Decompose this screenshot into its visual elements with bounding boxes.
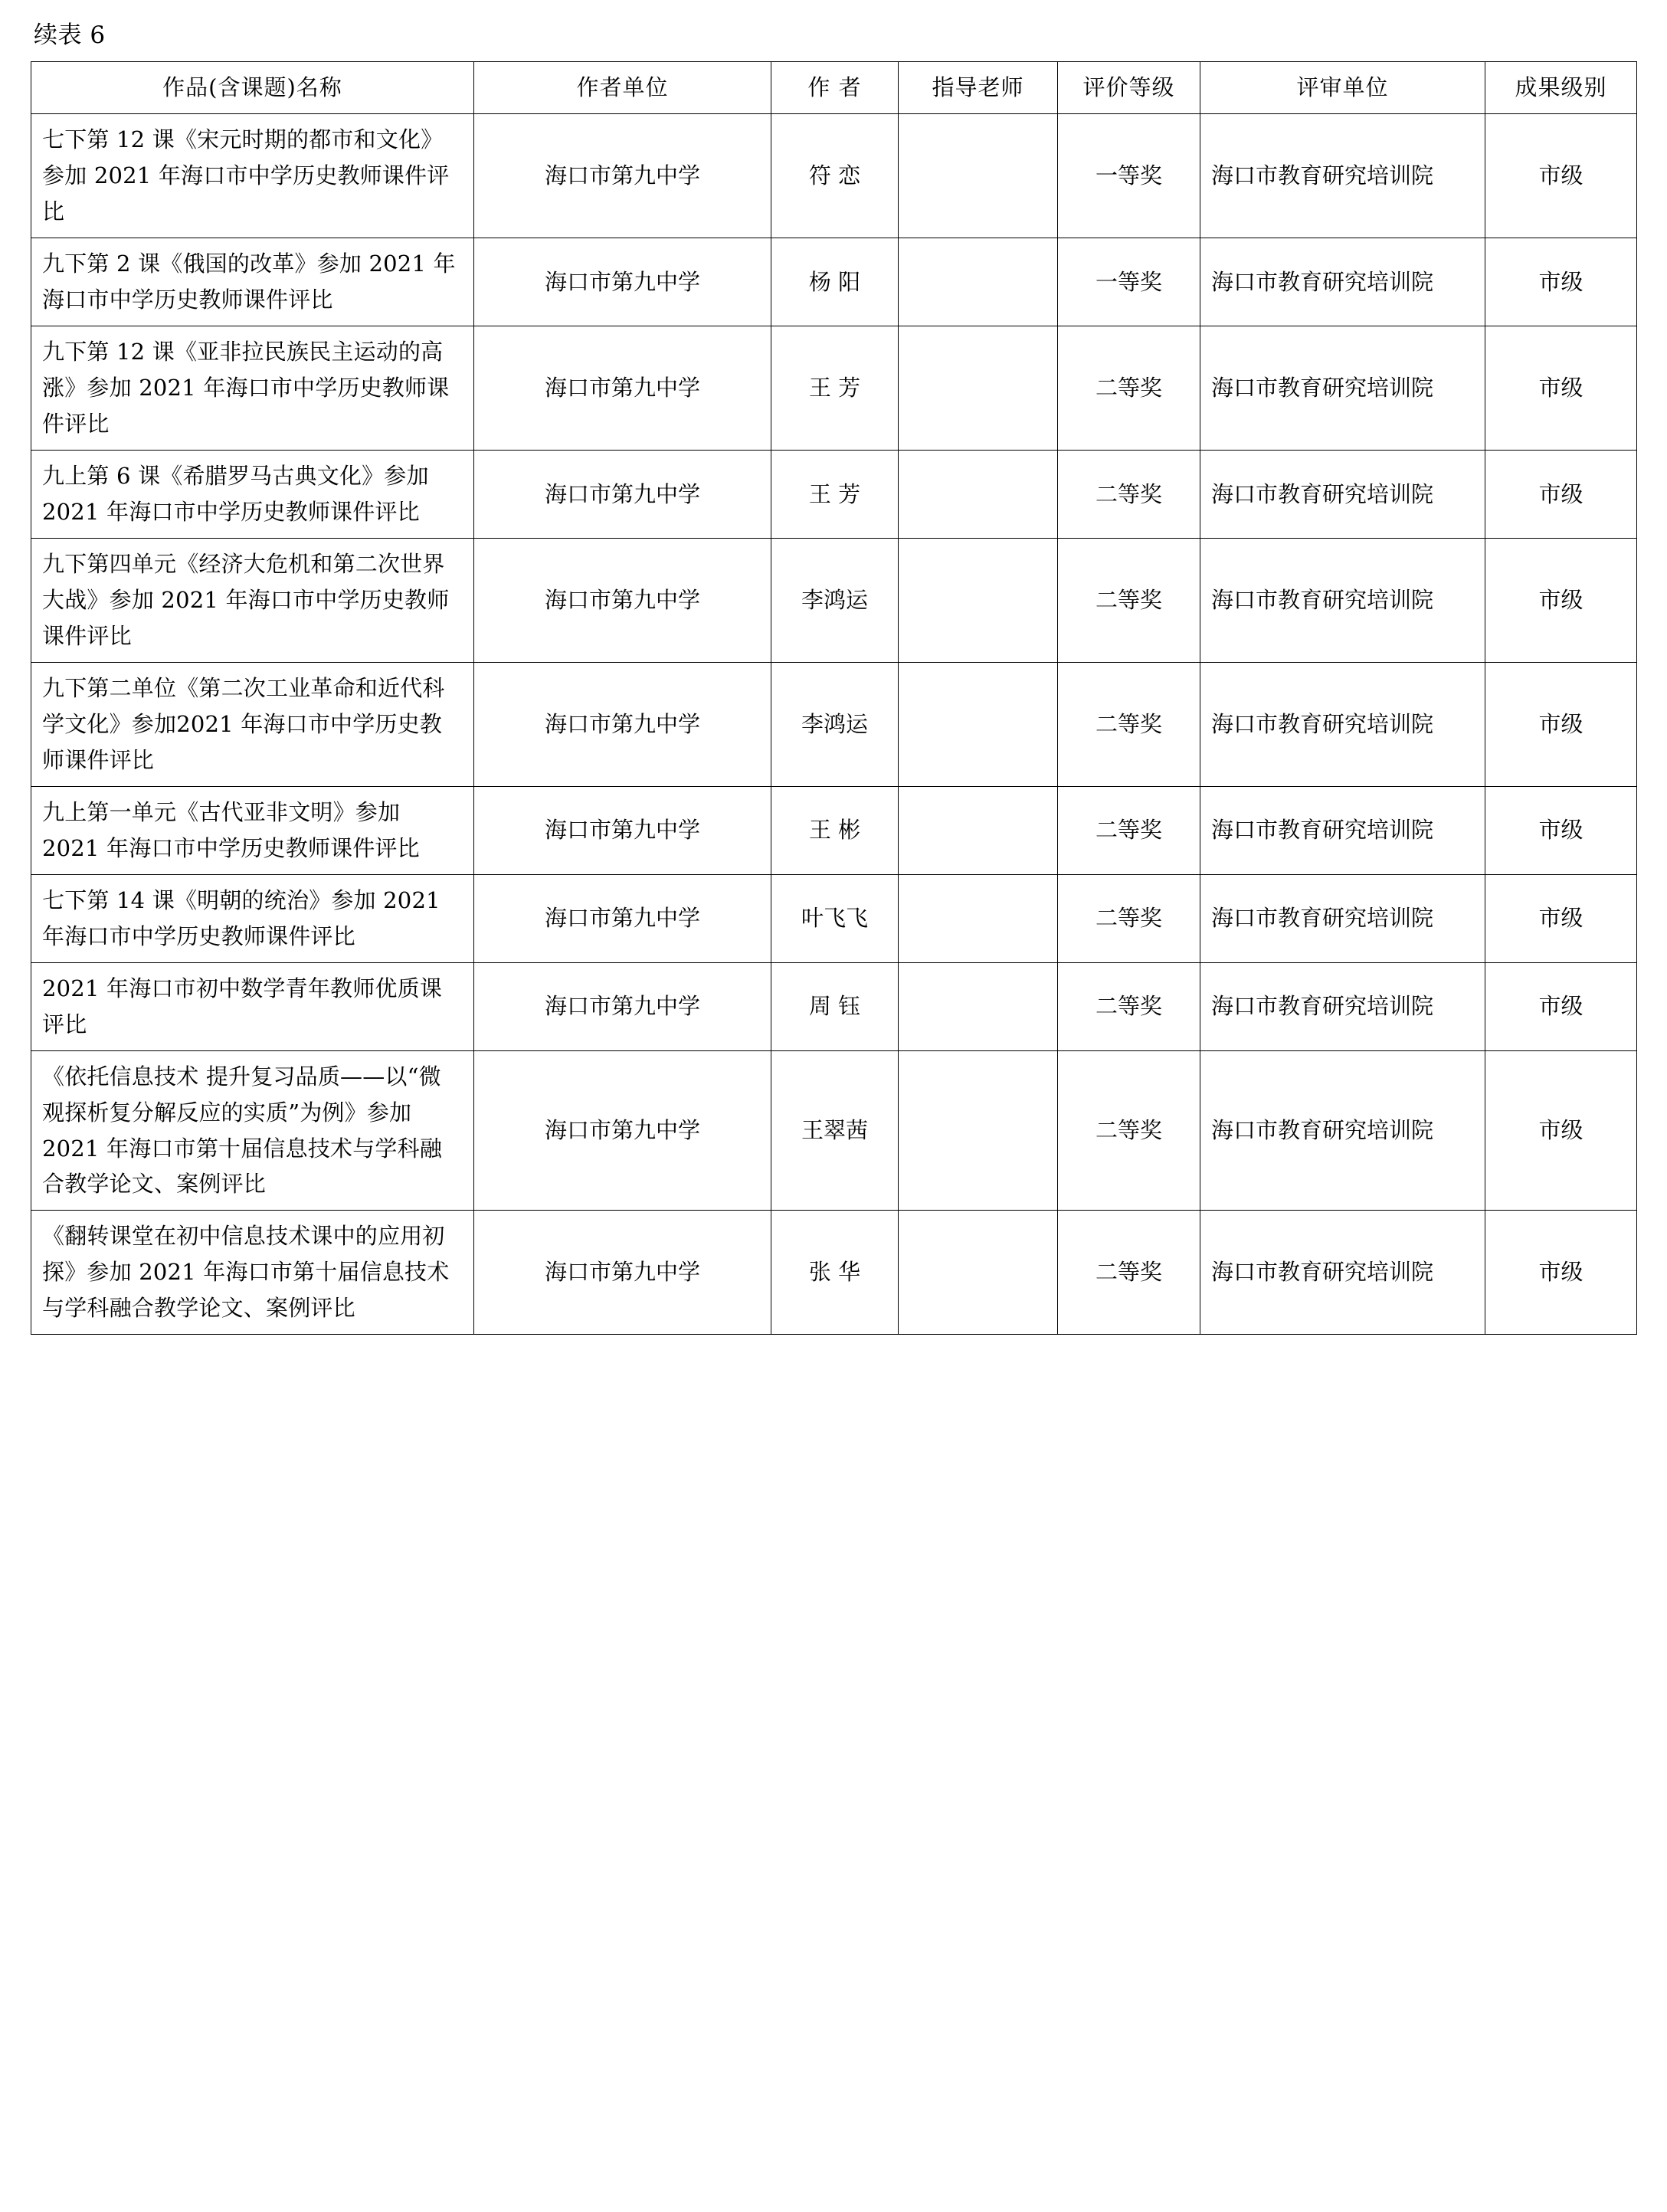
cell-mentor [899,1211,1058,1335]
cell-level: 市级 [1485,786,1637,874]
cell-author: 周 钰 [771,962,899,1050]
cell-level: 市级 [1485,874,1637,962]
cell-mentor [899,786,1058,874]
column-header-author-unit: 作者单位 [474,62,771,114]
table-body [31,114,1637,1335]
column-header-work-name: 作品(含课题)名称 [31,62,474,114]
cell-grade: 二等奖 [1058,786,1200,874]
cell-level: 市级 [1485,962,1637,1050]
table-row [31,538,1637,662]
cell-author: 符 恋 [771,114,899,238]
cell-work-name: 2021 年海口市初中数学青年教师优质课评比 [31,962,474,1050]
table-header-row [31,62,1637,114]
cell-work-name: 九下第二单位《第二次工业革命和近代科学文化》参加2021 年海口市中学历史教师课件评比 [31,662,474,786]
cell-grade: 二等奖 [1058,962,1200,1050]
cell-work-name: 九下第四单元《经济大危机和第二次世界大战》参加 2021 年海口市中学历史教师课件评比 [31,538,474,662]
cell-level: 市级 [1485,238,1637,326]
table-row [31,962,1637,1050]
cell-reviewer: 海口市教育研究培训院 [1200,238,1485,326]
table-row [31,326,1637,451]
cell-author: 王翠茜 [771,1050,899,1211]
cell-reviewer: 海口市教育研究培训院 [1200,326,1485,451]
cell-reviewer: 海口市教育研究培训院 [1200,114,1485,238]
table-row [31,451,1637,539]
achievements-table [31,61,1637,1335]
cell-author-unit: 海口市第九中学 [474,326,771,451]
cell-grade: 二等奖 [1058,662,1200,786]
cell-reviewer: 海口市教育研究培训院 [1200,962,1485,1050]
table-row [31,662,1637,786]
cell-grade: 二等奖 [1058,874,1200,962]
cell-author-unit: 海口市第九中学 [474,238,771,326]
cell-work-name: 七下第 12 课《宋元时期的都市和文化》参加 2021 年海口市中学历史教师课件评比 [31,114,474,238]
cell-author-unit: 海口市第九中学 [474,1050,771,1211]
page-title: 续表 6 [34,21,106,49]
cell-reviewer: 海口市教育研究培训院 [1200,451,1485,539]
cell-level: 市级 [1485,451,1637,539]
cell-author-unit: 海口市第九中学 [474,874,771,962]
cell-grade: 一等奖 [1058,238,1200,326]
table-header [31,62,1637,114]
table-row [31,1211,1637,1335]
cell-reviewer: 海口市教育研究培训院 [1200,1050,1485,1211]
cell-author: 李鸿运 [771,662,899,786]
cell-author-unit: 海口市第九中学 [474,451,771,539]
cell-grade: 一等奖 [1058,114,1200,238]
cell-mentor [899,451,1058,539]
cell-grade: 二等奖 [1058,1050,1200,1211]
cell-grade: 二等奖 [1058,451,1200,539]
table-row [31,1050,1637,1211]
cell-work-name: 九下第 12 课《亚非拉民族民主运动的高涨》参加 2021 年海口市中学历史教师课件评比 [31,326,474,451]
cell-work-name: 九上第 6 课《希腊罗马古典文化》参加 2021 年海口市中学历史教师课件评比 [31,451,474,539]
cell-work-name: 《依托信息技术 提升复习品质——以“微观探析复分解反应的实质”为例》参加 2021 年海口市第十届信息技术与学科融合教学论文、案例评比 [31,1050,474,1211]
column-header-mentor: 指导老师 [899,62,1058,114]
cell-work-name: 七下第 14 课《明朝的统治》参加 2021 年海口市中学历史教师课件评比 [31,874,474,962]
cell-reviewer: 海口市教育研究培训院 [1200,874,1485,962]
cell-reviewer: 海口市教育研究培训院 [1200,538,1485,662]
table-row [31,786,1637,874]
cell-level: 市级 [1485,538,1637,662]
cell-author: 王 彬 [771,786,899,874]
cell-grade: 二等奖 [1058,1211,1200,1335]
cell-mentor [899,1050,1058,1211]
cell-author: 王 芳 [771,326,899,451]
cell-author-unit: 海口市第九中学 [474,114,771,238]
cell-reviewer: 海口市教育研究培训院 [1200,1211,1485,1335]
cell-author-unit: 海口市第九中学 [474,786,771,874]
column-header-level: 成果级别 [1485,62,1637,114]
cell-level: 市级 [1485,662,1637,786]
cell-mentor [899,114,1058,238]
column-header-grade: 评价等级 [1058,62,1200,114]
cell-work-name: 《翻转课堂在初中信息技术课中的应用初探》参加 2021 年海口市第十届信息技术与学科融合教学论文、案例评比 [31,1211,474,1335]
cell-author: 叶飞飞 [771,874,899,962]
cell-author-unit: 海口市第九中学 [474,962,771,1050]
cell-mentor [899,962,1058,1050]
table-row [31,874,1637,962]
table-row [31,114,1637,238]
cell-level: 市级 [1485,114,1637,238]
cell-author-unit: 海口市第九中学 [474,538,771,662]
cell-reviewer: 海口市教育研究培训院 [1200,662,1485,786]
cell-mentor [899,238,1058,326]
cell-author: 王 芳 [771,451,899,539]
cell-work-name: 九下第 2 课《俄国的改革》参加 2021 年海口市中学历史教师课件评比 [31,238,474,326]
cell-mentor [899,538,1058,662]
cell-author-unit: 海口市第九中学 [474,662,771,786]
cell-level: 市级 [1485,326,1637,451]
cell-level: 市级 [1485,1211,1637,1335]
cell-work-name: 九上第一单元《古代亚非文明》参加 2021 年海口市中学历史教师课件评比 [31,786,474,874]
cell-reviewer: 海口市教育研究培训院 [1200,786,1485,874]
cell-author: 李鸿运 [771,538,899,662]
cell-level: 市级 [1485,1050,1637,1211]
cell-author: 张 华 [771,1211,899,1335]
table-row [31,238,1637,326]
cell-mentor [899,662,1058,786]
cell-grade: 二等奖 [1058,326,1200,451]
cell-author-unit: 海口市第九中学 [474,1211,771,1335]
cell-grade: 二等奖 [1058,538,1200,662]
column-header-author: 作 者 [771,62,899,114]
cell-author: 杨 阳 [771,238,899,326]
cell-mentor [899,326,1058,451]
cell-mentor [899,874,1058,962]
column-header-reviewer: 评审单位 [1200,62,1485,114]
